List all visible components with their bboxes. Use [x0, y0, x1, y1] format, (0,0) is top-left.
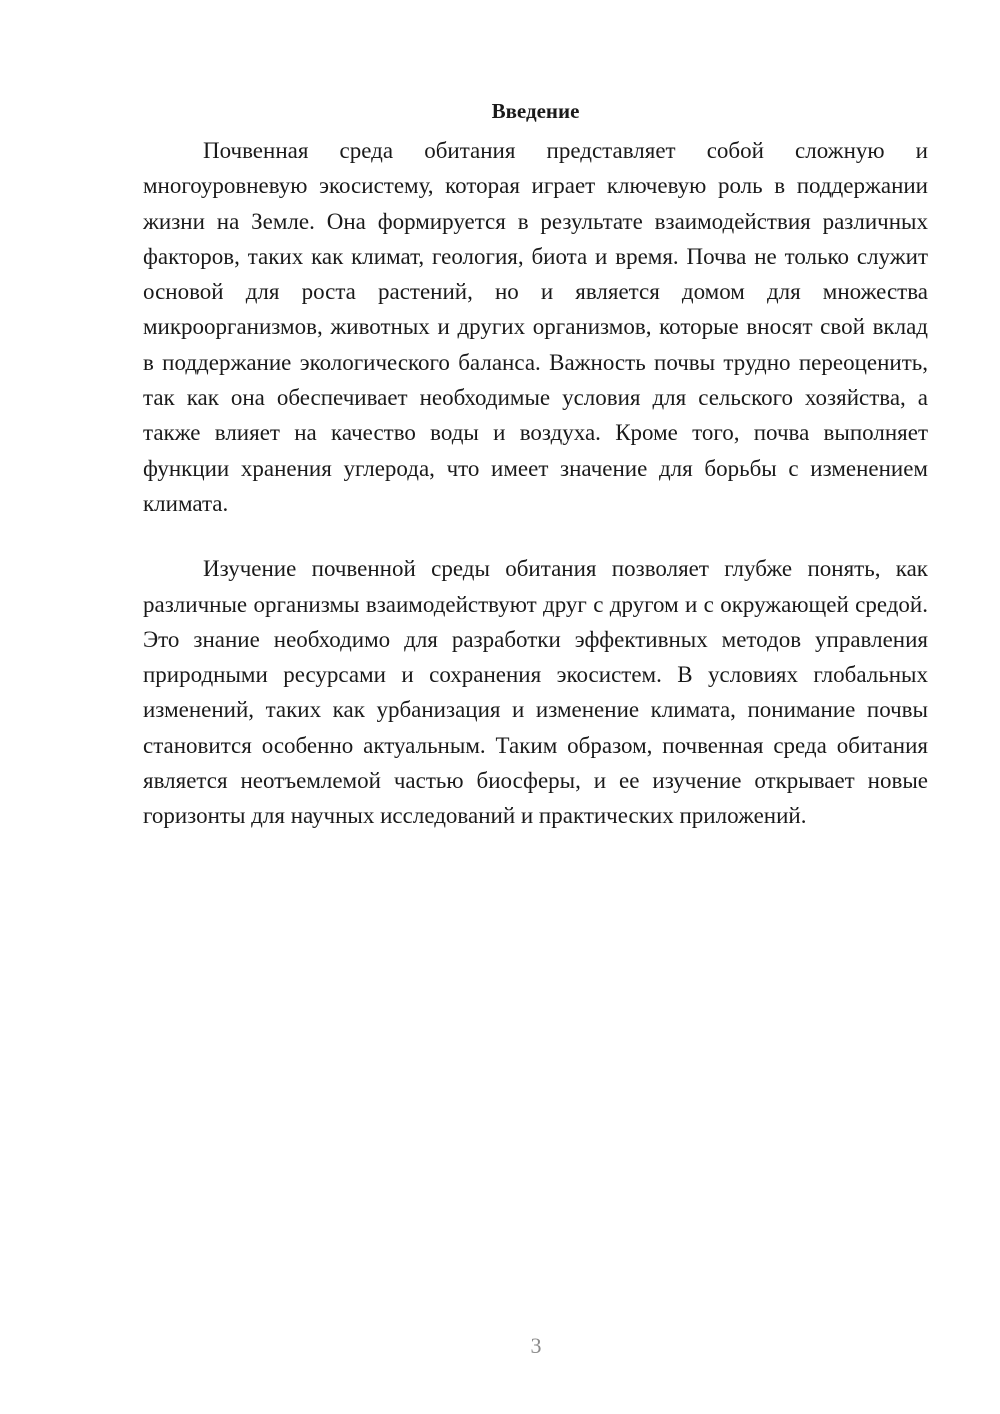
intro-paragraph-1: Почвенная среда обитания представляет собой сложную и многоуровневую экосистему, которая играет ключевую роль в поддержании жизни на Земле. Она формируется в результате взаимодействия различных факторов, таких как климат, геология, биота и время. Почва не только служит основой для роста растений, но и является домом для множества микроорганизмов, животных и других организмов, которые вносят свой вклад в поддержание экологического баланса. Важность почвы трудно переоценить, так как она обеспечивает необходимые условия для сельского хозяйства, а также влияет на качество воды и воздуха. Кроме того, почва выполняет функции хранения углерода, что имеет значение для борьбы с изменением климата.: [143, 138, 928, 516]
intro-paragraph-2: Изучение почвенной среды обитания позволяет глубже понять, как различные организмы взаимодействуют друг с другом и с окружающей средой. Это знание необходимо для разработки эффективных методов управления природными ресурсами и сохранения экосистем. В условиях глобальных изменений, таких как урбанизация и изменение климата, понимание почвы становится особенно актуальным. Таким образом, почвенная среда обитания является неотъемлемой частью биосферы, и ее изучение открывает новые горизонты для научных исследований и практических приложений.: [143, 556, 928, 829]
section-heading: Введение: [491, 99, 580, 123]
document-body: [143, 96, 928, 834]
page-number: 3: [530, 1333, 542, 1358]
